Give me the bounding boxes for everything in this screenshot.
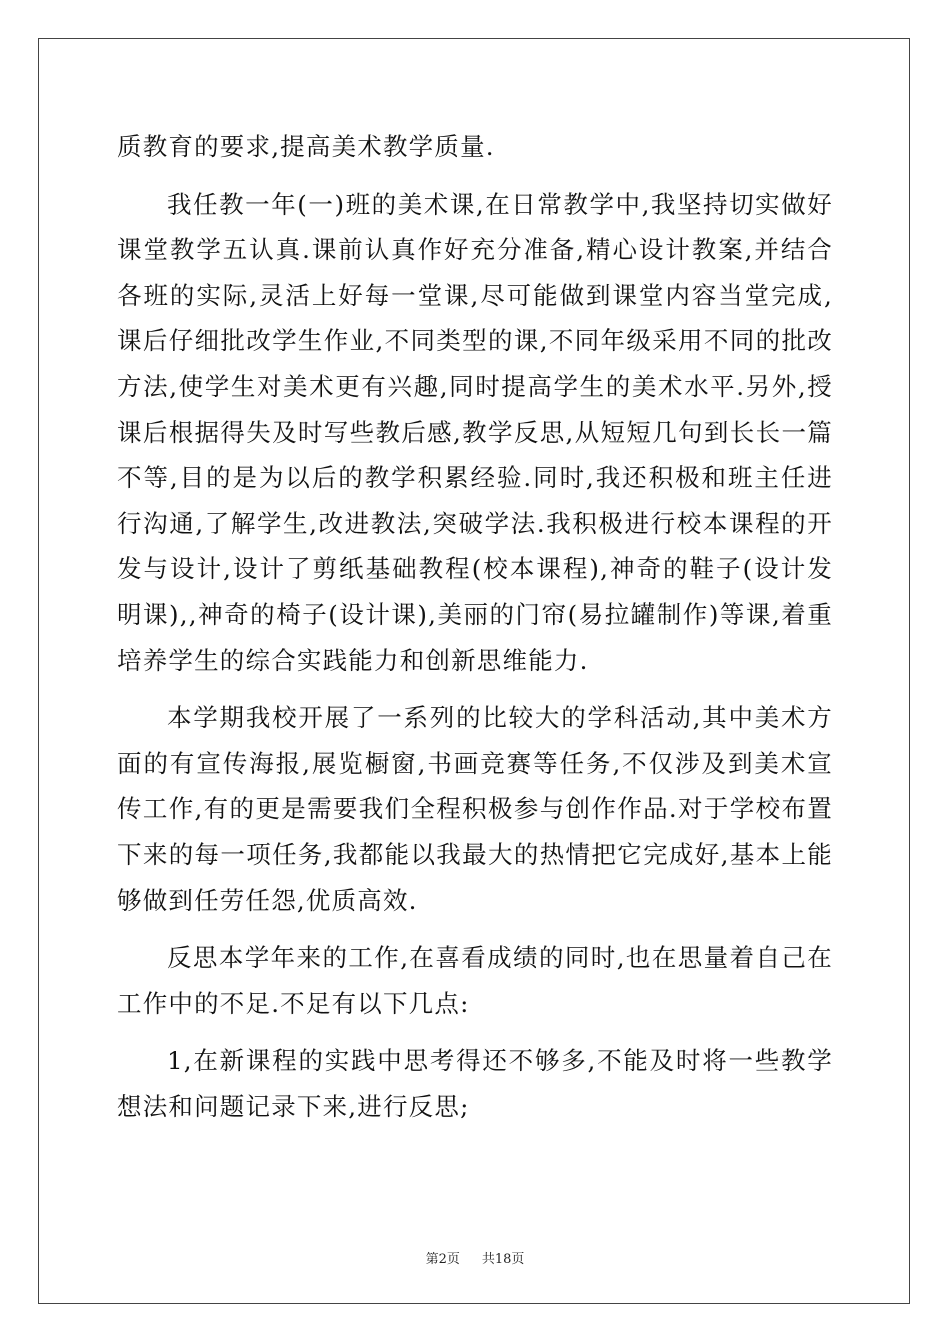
page-number: 第2页 [425,1252,460,1267]
paragraph-activities: 本学期我校开展了一系列的比较大的学科活动,其中美术方面的有宣传海报,展览橱窗,书画竞赛等任务,不仅涉及到美术宣传工作,有的更是需要我们全程积极参与创作作品.对于学校布置下来的每一项任务,我都能以我最大的热情把它完成好,基本上能够做到任劳任怨,优质高效. [117,703,833,915]
paragraph-teaching: 我任教一年(一)班的美术课,在日常教学中,我坚持切实做好课堂教学五认真.课前认真作好充分准备,精心设计教案,并结合各班的实际,灵活上好每一堂课,尽可能做到课堂内容当堂完成,课后仔细批改学生作业,不同类型的课,不同年级采用不同的批改方法,使学生对美术更有兴趣,同时提高学生的美术水平.另外,授课后根据得失及时写些教后感,教学反思,从短短几句到长长一篇不等,目的是为以后的教学积累经验.同时,我还积极和班主任进行沟通,了解学生,改进教法,突破学法.我积极进行校本课程的开发与设计,设计了剪纸基础教程(校本课程),神奇的鞋子(设计发明课),,神奇的椅子(设计课),美丽的门帘(易拉罐制作)等课,着重培养学生的综合实践能力和创新思维能力. [117,189,833,675]
paragraph-reflection: 反思本学年来的工作,在喜看成绩的同时,也在思量着自己在工作中的不足.不足有以下几点: [117,943,833,1018]
paragraph-continuation: 质教育的要求,提高美术教学质量. [117,132,495,161]
page-total: 共18页 [481,1252,525,1267]
paragraph-shortcoming-1: 1,在新课程的实践中思考得还不够多,不能及时将一些教学想法和问题记录下来,进行反思; [117,1046,833,1121]
page-footer [0,1248,950,1267]
document-body [117,124,833,1129]
